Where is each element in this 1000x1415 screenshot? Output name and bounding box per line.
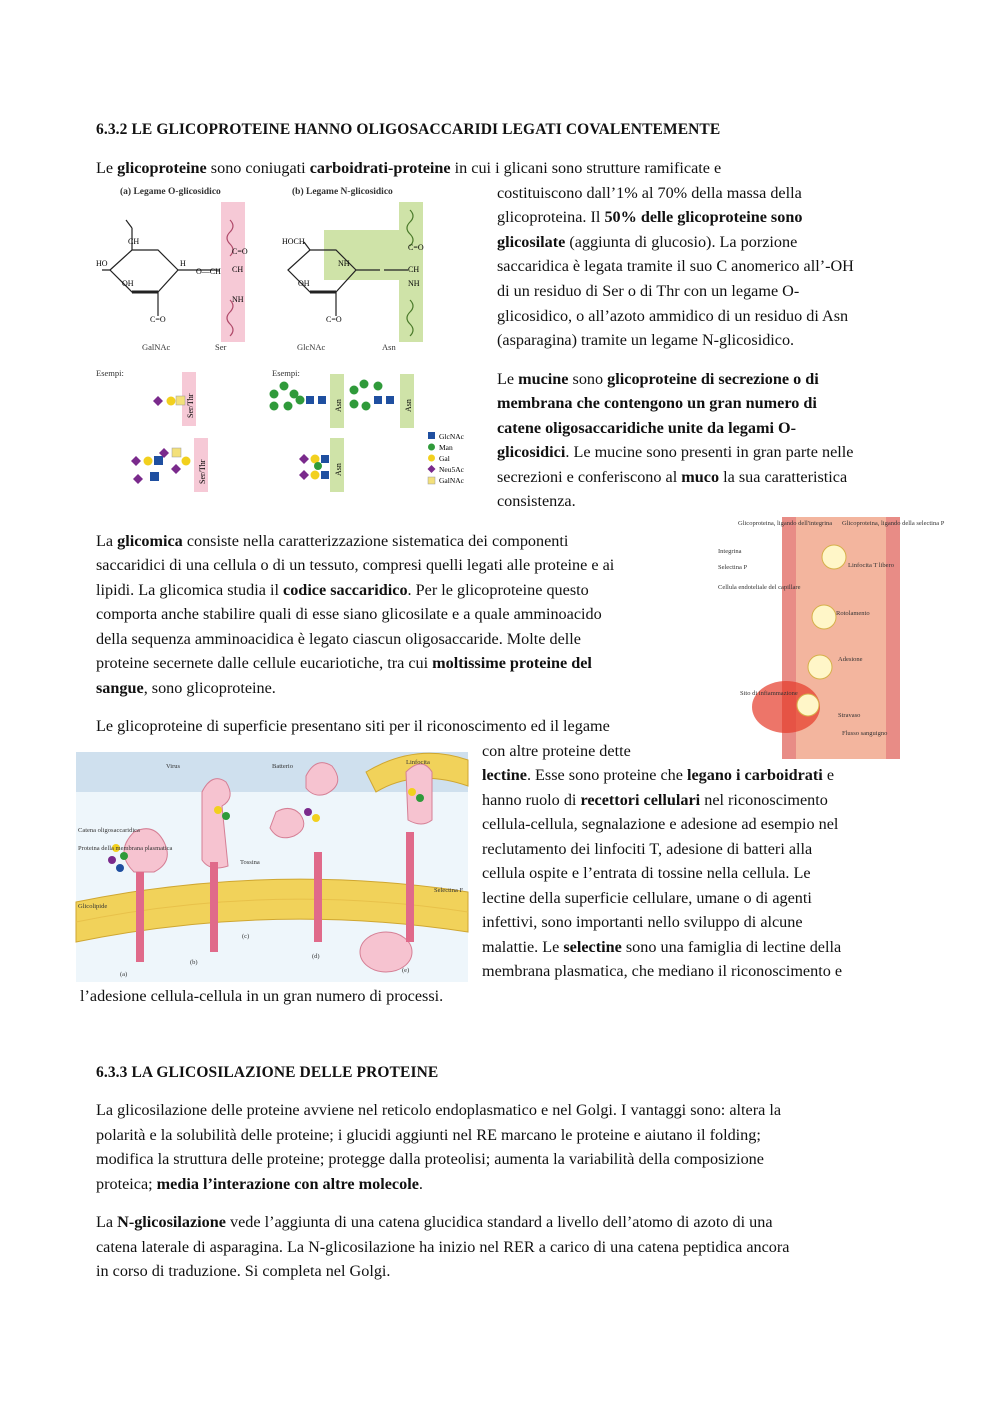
label: Selectina P (718, 564, 748, 571)
text-line: cellula-cellula, segnalazione e adesione ad esempio nel (482, 815, 839, 833)
label: (b) (190, 959, 198, 966)
text-line: (asparagina) tramite un legame N-glicosidico. (497, 331, 795, 349)
bold-term: selectine (563, 938, 622, 956)
legend-label: Neu5Ac (439, 465, 464, 474)
label: Tossina (240, 859, 260, 866)
bold-term: glicoproteine (117, 159, 207, 177)
text-line: saccaridici di una cellula o di un tessuto, compresi quelli legati alle proteine e ai (96, 556, 615, 574)
text-line: glicosidici. Le mucine sono presenti in gran parte nelle (497, 443, 854, 461)
label: Selectina F (434, 887, 464, 894)
chem-label: C=O (326, 315, 342, 324)
text-line: La N-glicosilazione vede l’aggiunta di una catena glucidica standard a livello dell’atomo di azoto di una (96, 1213, 773, 1231)
text-line: l’adesione cellula-cellula in un gran numero di processi. (80, 987, 444, 1005)
asn-sidechain-band (324, 230, 400, 280)
chem-label: CH (408, 265, 420, 274)
label: (c) (242, 933, 250, 940)
label: (d) (312, 953, 320, 960)
t-lymphocyte (812, 605, 836, 629)
bold-term: glicosidici (497, 443, 566, 461)
legend-label: GalNAc (439, 476, 464, 485)
text-line: malattie. Le selectine sono una famiglia di lectine della (482, 938, 842, 956)
text-line: proteine secernete dalle cellule eucariotiche, tra cui moltissime proteine del (96, 654, 592, 672)
chem-label: NH (408, 279, 420, 288)
label: Integrina (718, 548, 742, 555)
label: Batterio (272, 763, 293, 770)
chem-label: HOCH (282, 237, 305, 246)
label: Glicoproteina, ligando della selectina P (842, 520, 945, 527)
bold-term: N-glicosilazione (117, 1213, 226, 1231)
label: Glicoproteina, ligando dell'integrina (738, 520, 833, 527)
text-line: di un residuo di Ser o di Thr con un legame O- (497, 282, 800, 300)
text-line: glicoproteina. Il 50% delle glicoproteine sono (497, 208, 803, 226)
figure-lectin-recognition (76, 752, 468, 982)
text-line: proteica; media l’interazione con altre molecole. (96, 1175, 423, 1193)
chem-label: C=O (408, 243, 424, 252)
label: Glicolipide (78, 903, 108, 910)
text-line: comporta anche stabilire quali di esse siano glicosilate e a quale amminoacido (96, 605, 602, 623)
asn-bar-label: Asn (334, 463, 343, 476)
figure-leukocyte-adhesion (716, 517, 945, 759)
text-line: in corso di traduzione. Si completa nel Golgi. (96, 1262, 391, 1280)
legend-label: Man (439, 443, 453, 452)
label: Virus (166, 763, 181, 770)
bold-term: muco (681, 468, 720, 486)
label: Cellula endoteliale del capillare (718, 584, 801, 591)
legend-label: Gal (439, 454, 450, 463)
text-line: infettivi, sono importanti nello sviluppo di alcune (482, 913, 803, 931)
section-heading-glicosilazione: 6.3.3 LA GLICOSILAZIONE DELLE PROTEINE (96, 1064, 439, 1081)
label: Linfocita T libero (848, 562, 894, 569)
glycan-examples (131, 380, 394, 485)
text-line: modifica la struttura delle proteine; protegge dalla proteolisi; aumenta la variabilità della composizione (96, 1150, 764, 1168)
chem-label: OH (298, 279, 310, 288)
chem-label: C=O (232, 247, 248, 256)
chem-label: OH (122, 279, 134, 288)
t-lymphocyte (808, 655, 832, 679)
galnac-label: GalNAc (142, 342, 171, 352)
examples-label: Esempi: (272, 368, 300, 378)
neu5ac-swatch (428, 465, 436, 473)
label: (a) (120, 971, 128, 978)
text-line: consistenza. (497, 492, 576, 510)
intro-line: Le glicoproteine sono coniugati carboidrati-proteine in cui i glicani sono strutture ramificate e (96, 159, 722, 177)
bold-term: glicomica (117, 532, 183, 550)
text-line: con altre proteine dette (482, 742, 631, 760)
glcnac-label: GlcNAc (297, 342, 326, 352)
bold-term: membrana che contengono un gran numero di (497, 394, 817, 412)
bold-term: carboidrati-proteine (309, 159, 451, 177)
label: Catena oligosaccaridica (78, 827, 140, 834)
title-n-glycosidic: (b) Legame N-glicosidico (292, 187, 393, 197)
text-line: saccaridica è legata tramite il suo C anomerico all’-OH (497, 257, 854, 275)
bold-term: lectine (482, 766, 527, 784)
text-line: Le glicoproteine di superficie presentano siti per il riconoscimento ed il legame (96, 717, 610, 735)
text-line: Le mucine sono glicoproteine di secrezione o di (497, 370, 819, 388)
gal-swatch (428, 455, 435, 462)
label: (e) (402, 967, 410, 974)
chem-label: C=O (150, 315, 166, 324)
sugar-legend (428, 432, 465, 485)
label: Flusso sanguigno (842, 730, 888, 737)
text-line: catena laterale di asparagina. La N-glicosilazione ha inizio nel RER a carico di una catena peptidica ancora (96, 1238, 790, 1256)
label: Adesione (838, 656, 863, 663)
t-lymphocyte (797, 694, 819, 716)
text-line: La glicosilazione delle proteine avviene nel reticolo endoplasmatico e nel Golgi. I vantaggi sono: altera la (96, 1101, 782, 1119)
chem-label: NH (338, 259, 350, 268)
ser-label: Ser (215, 342, 227, 352)
asn-bar-label: Asn (334, 399, 343, 412)
bold-term: moltissime proteine del (432, 654, 592, 672)
asn-bar-label: Asn (404, 399, 413, 412)
text-line: lectine. Esse sono proteine che legano i carboidrati e (482, 766, 835, 784)
label: Rotolamento (836, 610, 870, 617)
serthr-bar-label: Ser/Thr (198, 459, 207, 484)
bold-term: mucine (518, 370, 569, 388)
glcnac-swatch (428, 432, 435, 439)
section-heading-glicoproteine: 6.3.2 LE GLICOPROTEINE HANNO OLIGOSACCARIDI LEGATI COVALENTEMENTE (96, 121, 721, 138)
text-line: sangue, sono glicoproteine. (96, 679, 276, 697)
text-line: cellula ospite e l’entrata di tossine nella cellula. Le (482, 864, 811, 882)
text-line (497, 391, 817, 416)
legend-label: GlcNAc (439, 432, 464, 441)
label: Sito di infiammazione (740, 690, 798, 697)
chem-label: H (180, 259, 186, 268)
bold-term: 50% delle glicoproteine sono (604, 208, 803, 226)
chem-label: O—CH (196, 267, 221, 276)
t-lymphocyte (822, 545, 846, 569)
bold-term: codice saccaridico (283, 581, 408, 599)
bold-term: glicosilate (497, 233, 566, 251)
endothelium (886, 517, 900, 759)
text-line: polarità e la solubilità delle proteine; i glucidi aggiunti nel RE marcano le proteine e aiutano il folding; (96, 1126, 761, 1144)
label: Stravaso (838, 712, 861, 719)
chem-label: CH (232, 265, 244, 274)
bold-term: glicoproteine di secrezione o di (607, 370, 819, 388)
text-line: glicosilate (aggiunta di glucosio). La porzione (497, 233, 798, 251)
asn-label: Asn (382, 342, 396, 352)
galnac-swatch (428, 477, 435, 484)
bold-term: catene oligosaccaridiche unite da legami O- (497, 419, 796, 437)
label: Linfocita (406, 759, 430, 766)
label: Proteina della membrana plasmatica (78, 845, 173, 852)
text-line: lipidi. La glicomica studia il codice saccaridico. Per le glicoproteine questo (96, 581, 589, 599)
text-line: reclutamento dei linfociti T, adesione di batteri alla (482, 840, 813, 858)
text-line: La glicomica consiste nella caratterizzazione sistematica dei componenti (96, 532, 569, 550)
chem-label: CH (128, 237, 140, 246)
bold-term: media l’interazione con altre molecole (156, 1175, 419, 1193)
bold-term: legano i carboidrati (687, 766, 823, 784)
text-line: secrezioni e conferiscono al muco la sua caratteristica (497, 468, 848, 486)
text-line (497, 416, 796, 441)
figure-glycosidic-bonds (92, 180, 478, 498)
text-line: costituiscono dall’1% al 70% della massa della (497, 184, 802, 202)
man-swatch (428, 444, 435, 451)
text-line: glicosidico, o all’azoto ammidico di un residuo di Asn (497, 307, 849, 325)
text-line: della sequenza amminoacidica è legato ciascun oligosaccaride. Molte delle (96, 630, 581, 648)
chem-label: NH (232, 295, 244, 304)
bold-term: recettori cellulari (580, 791, 701, 809)
text-line: lectine della superficie cellulare, umane o di agenti (482, 889, 812, 907)
chem-label: HO (96, 259, 108, 268)
text-line: hanno ruolo di recettori cellulari nel riconoscimento (482, 791, 828, 809)
text-line: membrana plasmatica, che mediano il riconoscimento e (482, 962, 843, 980)
bold-term: sangue (96, 679, 144, 697)
examples-label: Esempi: (96, 368, 124, 378)
serthr-bar-label: Ser/Thr (186, 393, 195, 418)
title-o-glycosidic: (a) Legame O-glicosidico (120, 187, 221, 197)
